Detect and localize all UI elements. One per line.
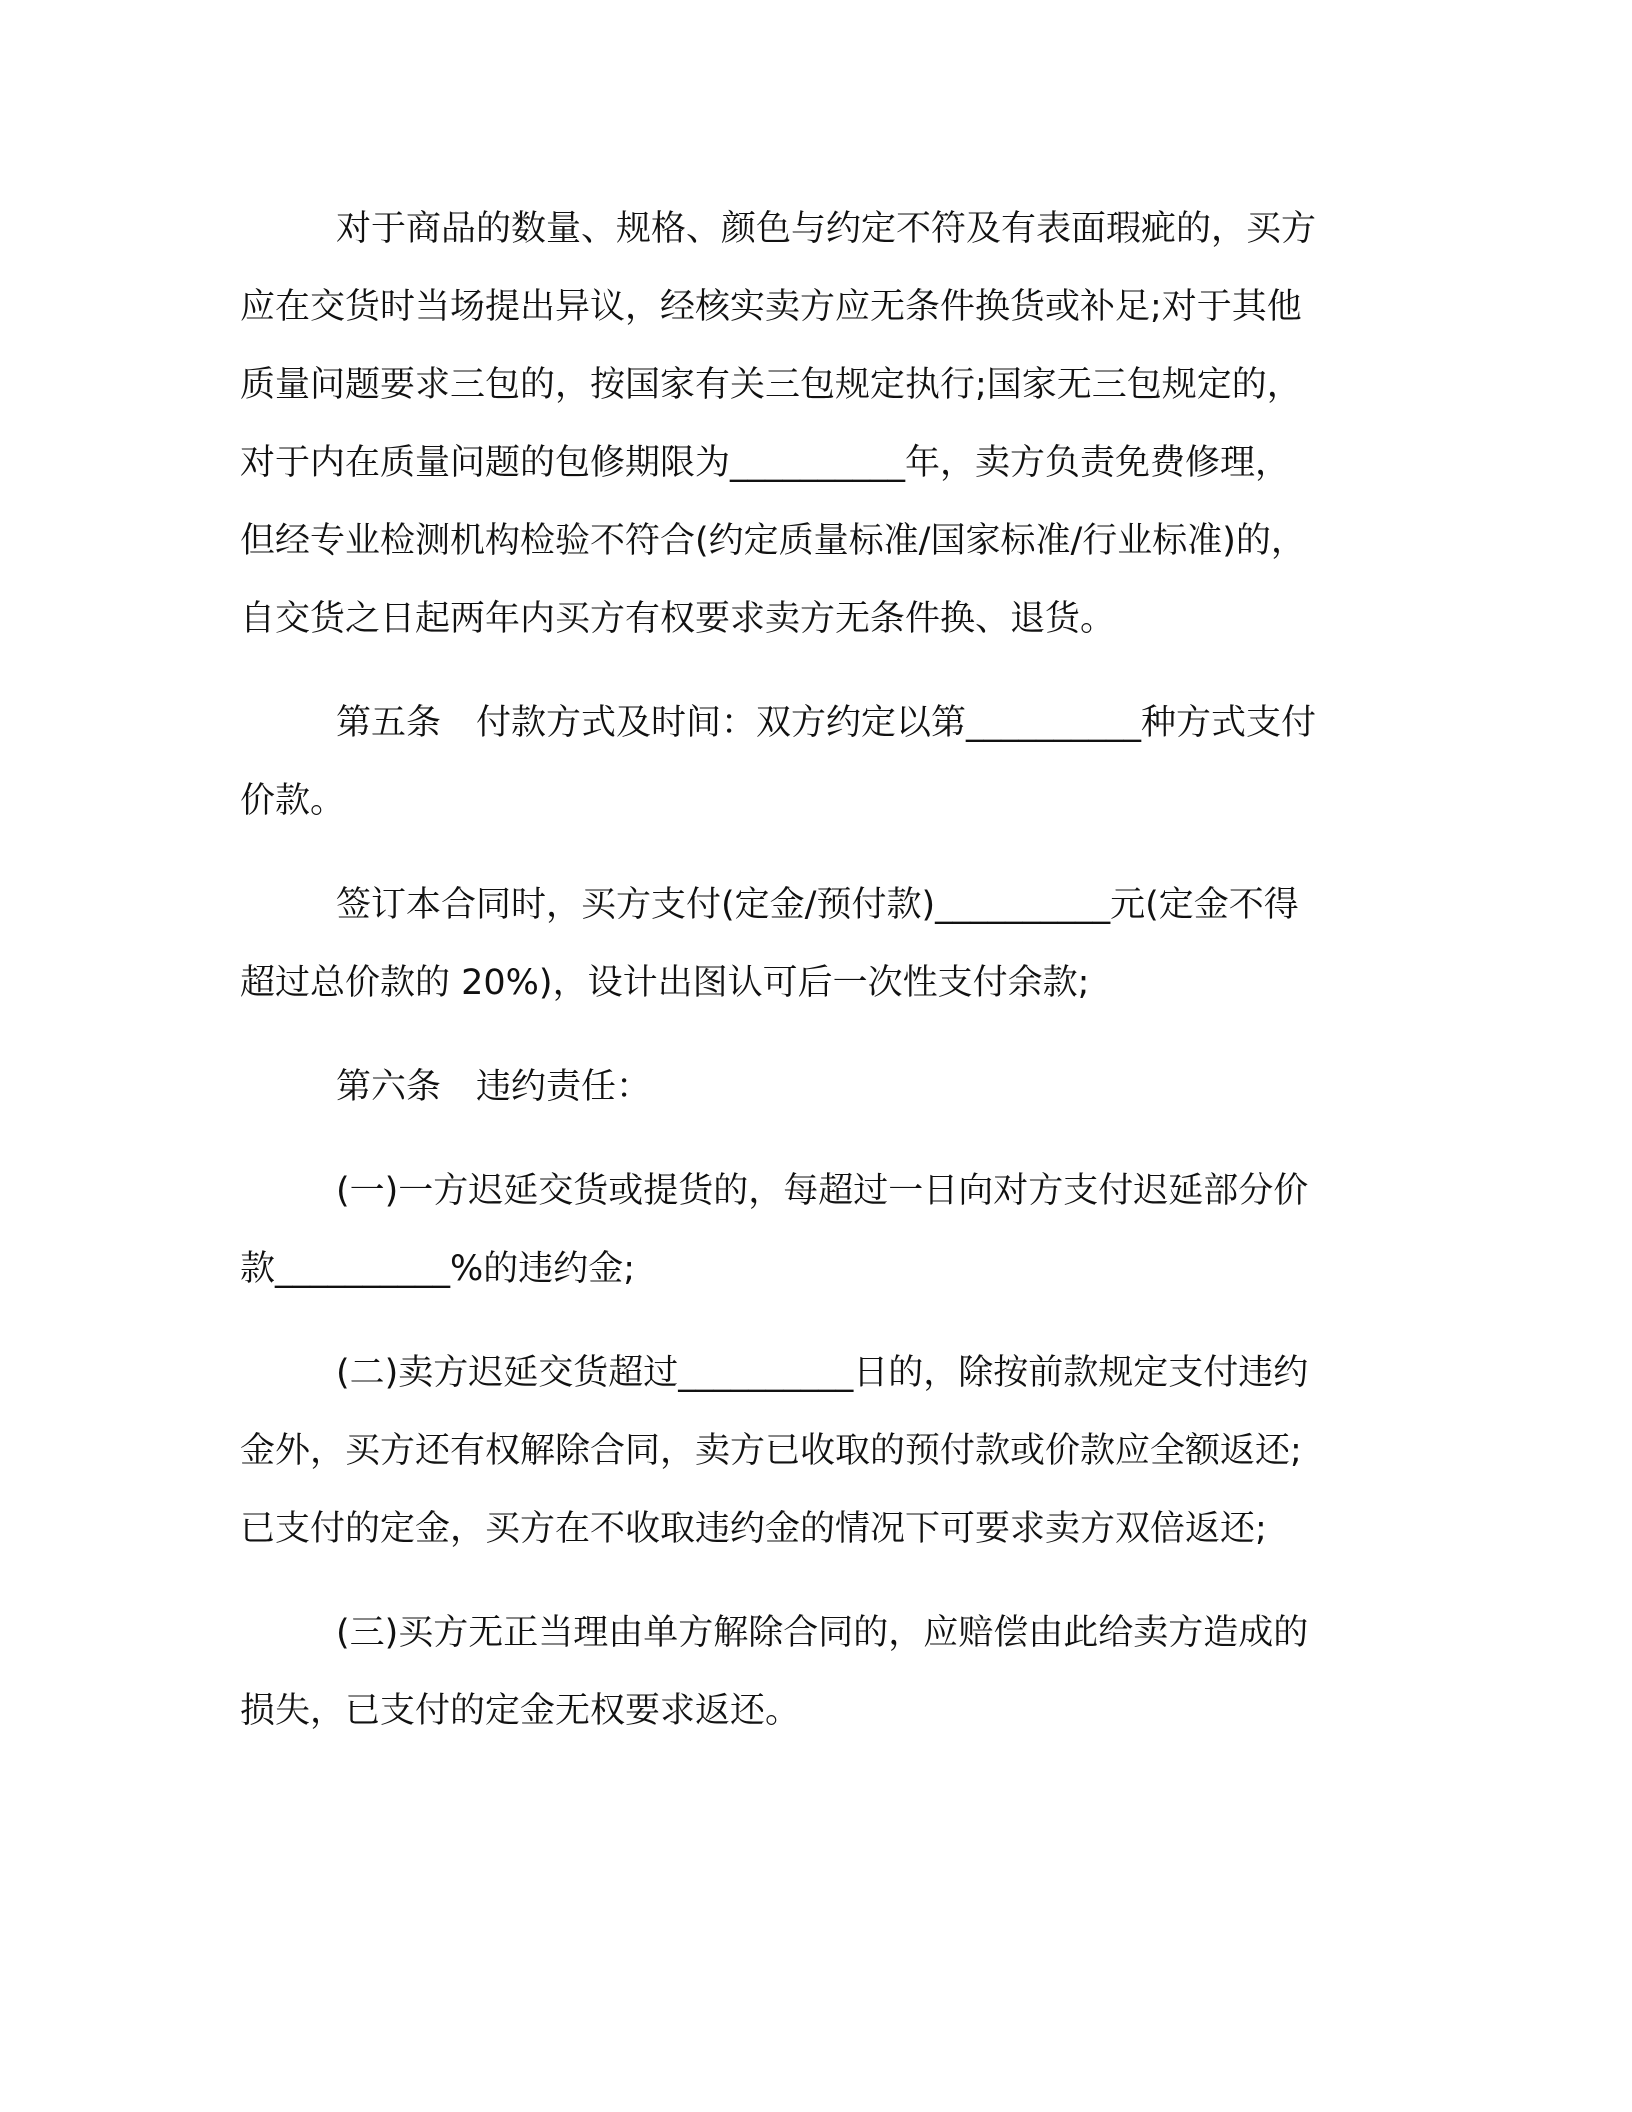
text-line: (三)买方无正当理由单方解除合同的，应赔偿由此给卖方造成的 bbox=[336, 1613, 1309, 1653]
text-line: 但经专业检测机构检验不符合(约定质量标准/国家标准/行业标准)的， bbox=[240, 521, 1306, 561]
paragraph-gap bbox=[240, 1022, 1380, 1048]
paragraph-gap bbox=[240, 1568, 1380, 1594]
text-line: 已支付的定金，买方在不收取违约金的情况下可要求卖方双倍返还; bbox=[240, 1509, 1267, 1549]
text-line: 自交货之日起两年内买方有权要求卖方无条件换、退货。 bbox=[240, 599, 1116, 639]
paragraph-gap bbox=[240, 1126, 1380, 1152]
paragraph-deposit bbox=[240, 866, 1380, 1022]
text-line: 第六条 违约责任： bbox=[336, 1067, 652, 1107]
text-line: (二)卖方迟延交货超过__________日的，除按前款规定支付违约 bbox=[336, 1353, 1309, 1393]
text-line: 金外，买方还有权解除合同，卖方已收取的预付款或价款应全额返还; bbox=[240, 1431, 1302, 1471]
document-body bbox=[240, 190, 1380, 1750]
paragraph-gap bbox=[240, 1308, 1380, 1334]
text-line: 签订本合同时，买方支付(定金/预付款)__________元(定金不得 bbox=[336, 885, 1299, 925]
paragraph-article-6 bbox=[240, 1048, 1380, 1126]
text-line: 损失，已支付的定金无权要求返还。 bbox=[240, 1691, 801, 1731]
text-line: 对于商品的数量、规格、颜色与约定不符及有表面瑕疵的，买方 bbox=[336, 209, 1317, 249]
text-line: 价款。 bbox=[240, 781, 346, 821]
paragraph-article-5 bbox=[240, 684, 1380, 840]
paragraph-item-1 bbox=[240, 1152, 1380, 1308]
text-line: 款__________%的违约金; bbox=[240, 1249, 636, 1289]
text-line: 第五条 付款方式及时间：双方约定以第__________种方式支付 bbox=[336, 703, 1317, 743]
paragraph-item-3 bbox=[240, 1594, 1380, 1750]
text-line: 超过总价款的 20%)，设计出图认可后一次性支付余款; bbox=[240, 963, 1090, 1003]
text-line: 对于内在质量问题的包修期限为__________年，卖方负责免费修理， bbox=[240, 443, 1291, 483]
paragraph-quality-issues bbox=[240, 190, 1380, 658]
paragraph-gap bbox=[240, 658, 1380, 684]
text-line: 应在交货时当场提出异议，经核实卖方应无条件换货或补足;对于其他 bbox=[240, 287, 1302, 327]
paragraph-gap bbox=[240, 840, 1380, 866]
text-line: 质量问题要求三包的，按国家有关三包规定执行;国家无三包规定的， bbox=[240, 365, 1302, 405]
text-line: (一)一方迟延交货或提货的，每超过一日向对方支付迟延部分价 bbox=[336, 1171, 1309, 1211]
paragraph-item-2 bbox=[240, 1334, 1380, 1568]
